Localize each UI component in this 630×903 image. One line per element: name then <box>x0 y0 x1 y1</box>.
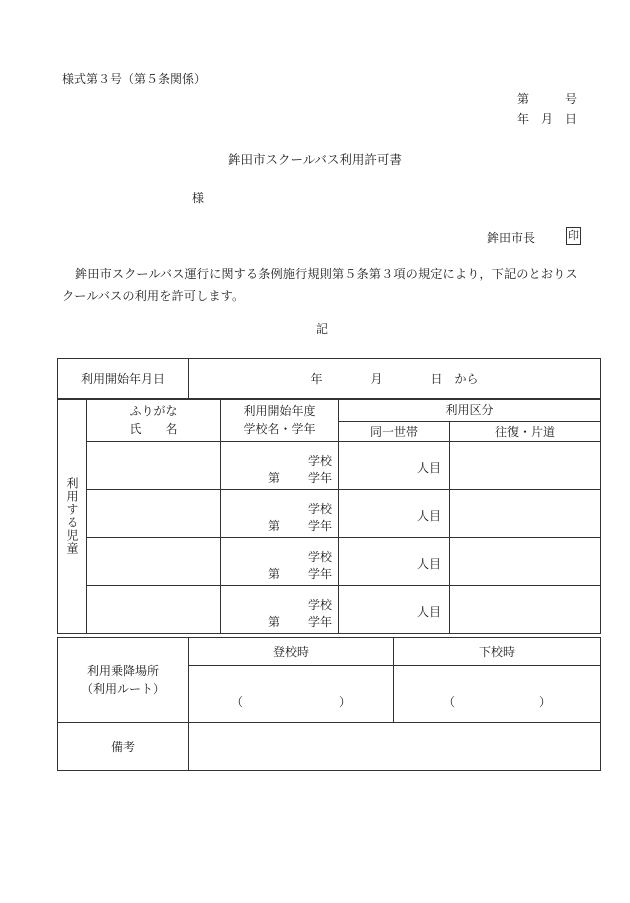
children-label-cell <box>58 399 87 634</box>
grade-label: 学年 <box>308 615 333 629</box>
seal-mark: 印 <box>566 227 581 245</box>
route-table <box>57 637 601 771</box>
dai-label: 第 <box>268 615 281 629</box>
same-household-cell[interactable] <box>339 586 450 634</box>
start-date-label: 利用開始年月日 <box>58 359 189 400</box>
nin-label: 人目 <box>416 461 441 475</box>
same-household-header: 同一世帯 <box>339 422 450 442</box>
dai-label: 第 <box>268 519 281 533</box>
school-label: 学校 <box>308 550 333 564</box>
children-table <box>57 398 601 634</box>
stop-label: 利用乗降場所 <box>86 664 159 678</box>
document-number: 第 号 <box>517 92 578 106</box>
round-trip-cell[interactable] <box>450 586 601 634</box>
remarks-label: 備考 <box>58 723 189 771</box>
child-name-cell[interactable] <box>87 538 221 586</box>
stop-label-cell <box>58 638 189 723</box>
furigana-name-header <box>87 399 221 442</box>
from-school-route-cell[interactable] <box>394 666 601 723</box>
start-date-value: 年 月 日 から <box>189 359 601 400</box>
school-grade-cell[interactable] <box>221 442 339 490</box>
school-label: 学校 <box>308 598 333 612</box>
to-school-route-cell[interactable] <box>189 666 394 723</box>
grade-label: 学年 <box>308 519 333 533</box>
school-grade-cell[interactable] <box>221 538 339 586</box>
round-trip-cell[interactable] <box>450 490 601 538</box>
dai-label: 第 <box>268 567 281 581</box>
school-grade-header <box>221 399 339 442</box>
body-text: 鉾田市スクールバス運行に関する条例施行規則第５条第３項の規定により，下記のとおりスクールバスの利用を許可します。 <box>62 267 578 303</box>
grade-label: 学年 <box>308 471 333 485</box>
addressee-suffix: 様 <box>192 191 205 205</box>
school-grade-cell[interactable] <box>221 586 339 634</box>
school-label: 学校 <box>308 454 333 468</box>
child-row <box>58 538 601 586</box>
child-row <box>58 586 601 634</box>
nin-label: 人目 <box>416 509 441 523</box>
form-number: 様式第３号（第５条関係） <box>62 72 207 86</box>
children-label: 利用する児童 <box>65 477 79 555</box>
ki-label: 記 <box>316 322 329 336</box>
child-name-cell[interactable] <box>87 586 221 634</box>
from-school-route: （ ） <box>442 695 551 709</box>
same-household-cell[interactable] <box>339 538 450 586</box>
to-school-header: 登校時 <box>189 638 394 666</box>
nin-label: 人目 <box>416 557 441 571</box>
nin-label: 人目 <box>416 605 441 619</box>
remarks-cell[interactable] <box>189 723 601 771</box>
school-grade-label: 学校名・学年 <box>243 422 316 436</box>
child-name-cell[interactable] <box>87 442 221 490</box>
school-label: 学校 <box>308 502 333 516</box>
same-household-cell[interactable] <box>339 490 450 538</box>
document-title: 鉾田市スクールバス利用許可書 <box>228 152 402 167</box>
start-date-table <box>57 358 601 400</box>
child-row <box>58 490 601 538</box>
child-name-cell[interactable] <box>87 490 221 538</box>
same-household-cell[interactable] <box>339 442 450 490</box>
start-year-label: 利用開始年度 <box>243 404 316 418</box>
school-grade-cell[interactable] <box>221 490 339 538</box>
issuer-name: 鉾田市長 <box>487 231 536 245</box>
round-trip-header: 往復・片道 <box>450 422 601 442</box>
dai-label: 第 <box>268 471 281 485</box>
issue-date: 年 月 日 <box>517 112 578 126</box>
round-trip-cell[interactable] <box>450 538 601 586</box>
grade-label: 学年 <box>308 567 333 581</box>
child-row <box>58 442 601 490</box>
furigana-label: ふりがな <box>129 404 178 418</box>
to-school-route: （ ） <box>230 695 351 709</box>
from-school-header: 下校時 <box>394 638 601 666</box>
usage-category-header: 利用区分 <box>339 399 601 422</box>
round-trip-cell[interactable] <box>450 442 601 490</box>
route-label: （利用ルート） <box>80 682 165 696</box>
name-label: 氏 名 <box>129 422 178 436</box>
